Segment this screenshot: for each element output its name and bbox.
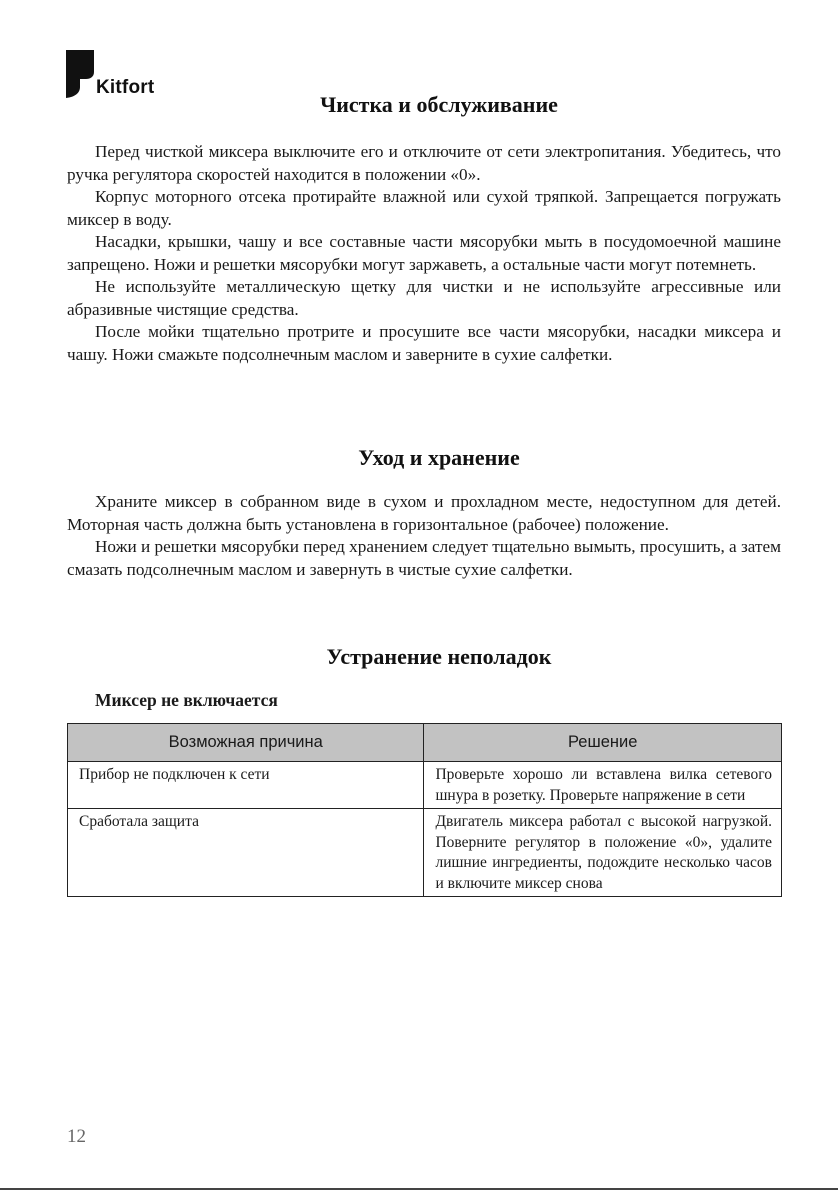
section-title-storage: Уход и хранение (358, 445, 520, 470)
cause-cell: Сработала защита (68, 809, 424, 897)
column-header-solution: Решение (424, 724, 782, 762)
troubleshooting-subtitle: Миксер не включается (95, 690, 278, 710)
section-title-troubleshooting: Устранение неполадок (326, 644, 552, 669)
paragraph: Ножи и решетки мясорубки перед хранением следует тщательно вымыть, просушить, а затем смазать подсолнечным маслом и завернуть в чистые сухие салфетки. (67, 537, 781, 579)
paragraph: Корпус моторного отсека протирайте влажной или сухой тряпкой. Запрещается погружать миксер в воду. (67, 187, 781, 229)
paragraph: Перед чисткой миксера выключите его и отключите от сети электропитания. Убедитесь, что ручка регулятора скоростей находится в положении «0». (67, 142, 781, 184)
table-row (68, 762, 782, 809)
paragraph: Храните миксер в собранном виде в сухом и прохладном месте, недоступном для детей. Моторная часть должна быть установлена в горизонтальное (рабочее) положение. (67, 492, 781, 534)
bottom-rule (0, 1188, 838, 1190)
solution-cell: Двигатель миксера работал с высокой нагрузкой. Поверните регулятор в положение «0», удалите лишние ингредиенты, подождите несколько часов и включите миксер снова (424, 809, 782, 897)
page-number: 12 (67, 1126, 86, 1147)
table-row (68, 809, 782, 897)
kitfort-logo-mark-icon (66, 50, 94, 98)
table-header-row (68, 724, 782, 762)
storage-text (67, 491, 781, 581)
paragraph: После мойки тщательно протрите и просушите все части мясорубки, насадки миксера и чашу. Ножи смажьте подсолнечным маслом и заверните в сухие салфетки. (67, 322, 781, 364)
cause-cell: Прибор не подключен к сети (68, 762, 424, 809)
cleaning-text (67, 141, 781, 366)
paragraph: Насадки, крышки, чашу и все составные части мясорубки мыть в посудомоечной машине запрещено. Ножи и решетки мясорубки могут заржаветь, а остальные части могут потемнеть. (67, 232, 781, 274)
brand-name: Kitfort (96, 77, 155, 98)
solution-cell: Проверьте хорошо ли вставлена вилка сетевого шнура в розетку. Проверьте напряжение в сети (424, 762, 782, 809)
column-header-cause: Возможная причина (68, 724, 424, 762)
paragraph: Не используйте металлическую щетку для чистки и не используйте агрессивные или абразивные чистящие средства. (67, 277, 781, 319)
troubleshooting-table (67, 723, 782, 897)
section-title-cleaning: Чистка и обслуживание (320, 92, 558, 117)
